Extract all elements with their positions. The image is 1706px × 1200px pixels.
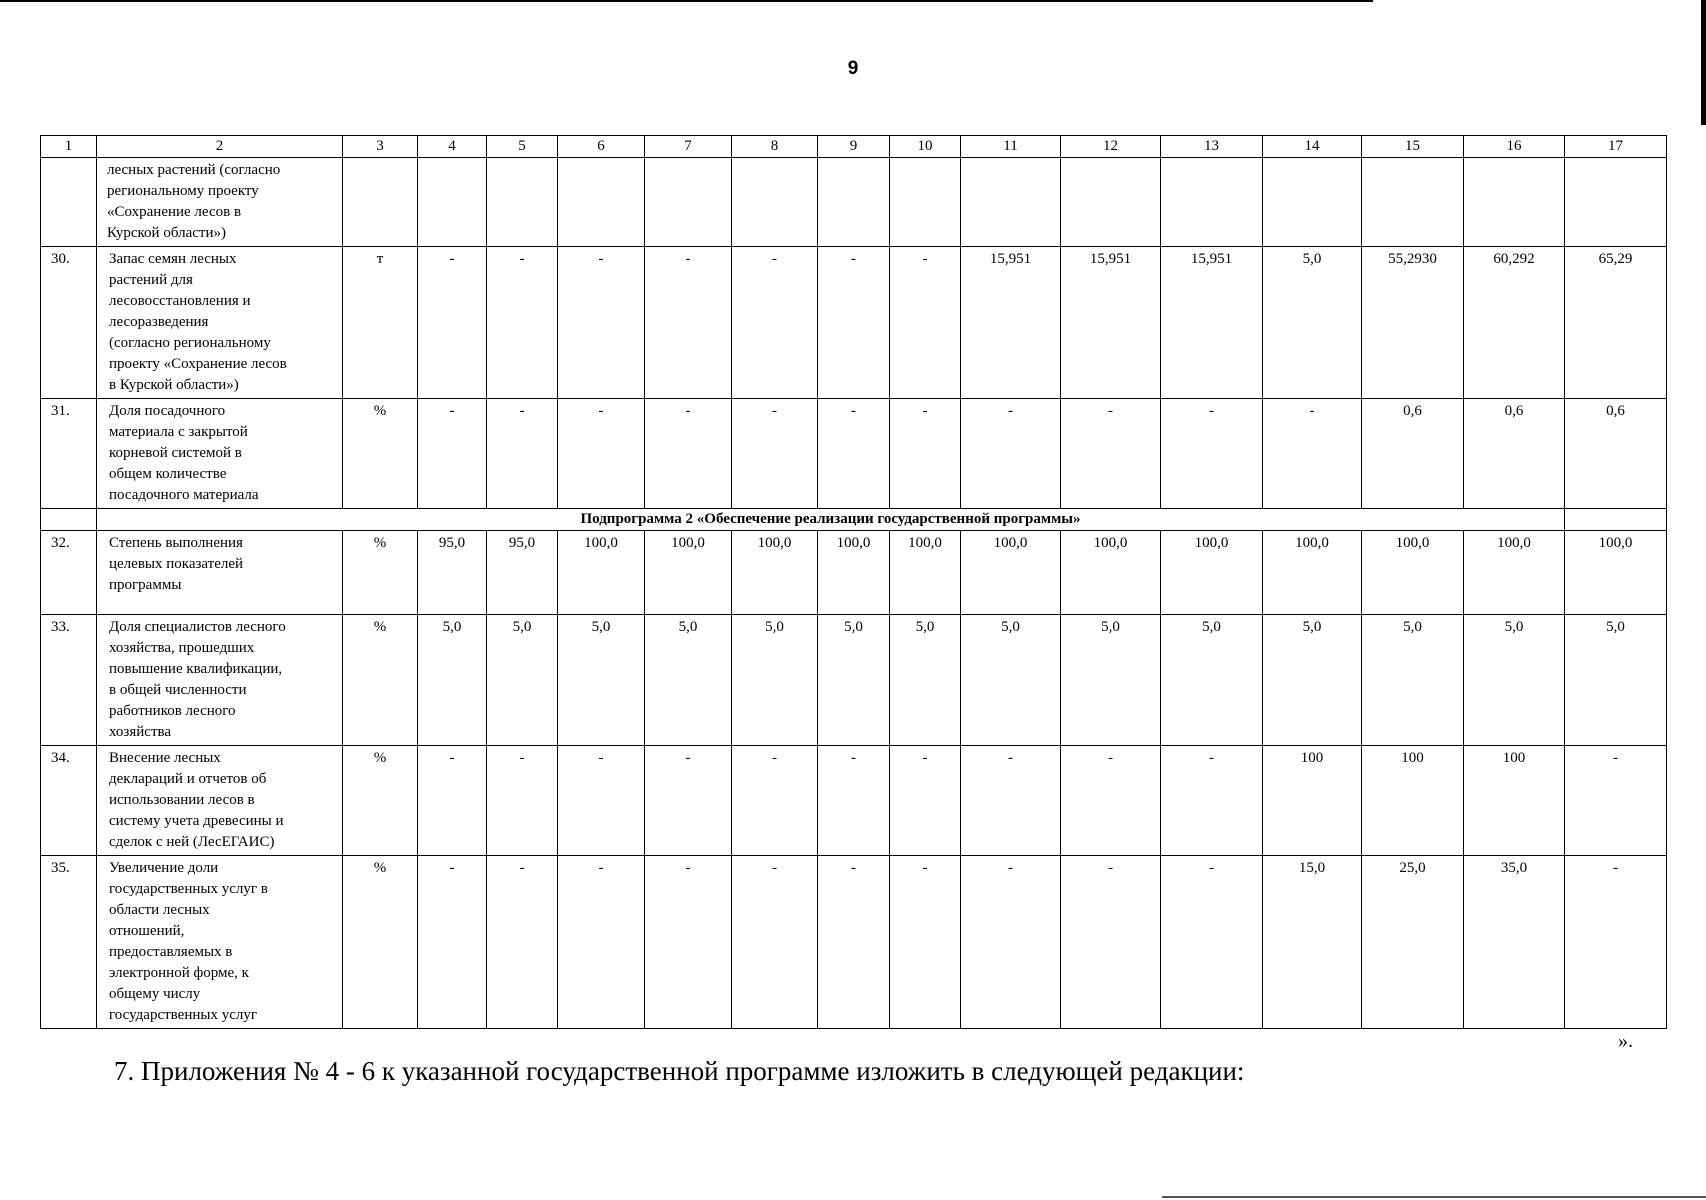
- indicator-name-line: общем количестве: [109, 466, 227, 482]
- value-cell: 95,0: [487, 531, 558, 615]
- indicator-name-line: Доля специалистов лесного: [109, 619, 286, 635]
- value-cell: [890, 158, 961, 247]
- value-cell: 5,0: [732, 615, 818, 746]
- value-cell: -: [732, 399, 818, 509]
- row-number: 35.: [41, 856, 97, 1029]
- value-cell: 100,0: [1362, 531, 1464, 615]
- value-cell: 5,0: [1565, 615, 1667, 746]
- value-cell: 0,6: [1362, 399, 1464, 509]
- unit-cell: %: [343, 531, 418, 615]
- value-cell: 100,0: [961, 531, 1061, 615]
- indicator-name-line: предоставляемых в: [109, 944, 233, 960]
- value-cell: [1565, 158, 1667, 247]
- indicator-name-line: Степень выполнения: [109, 535, 243, 551]
- value-cell: -: [558, 746, 645, 856]
- value-cell: 5,0: [1362, 615, 1464, 746]
- row-number: 30.: [41, 247, 97, 399]
- table-row: [41, 746, 1667, 856]
- header-cell: 6: [558, 136, 645, 158]
- header-cell: 15: [1362, 136, 1464, 158]
- value-cell: 0,6: [1565, 399, 1667, 509]
- value-cell: -: [418, 399, 487, 509]
- table-row: [41, 399, 1667, 509]
- value-cell: [487, 158, 558, 247]
- value-cell: 100: [1362, 746, 1464, 856]
- indicator-name-line: программы: [109, 577, 182, 593]
- value-cell: -: [890, 856, 961, 1029]
- indicator-name-line: в общей численности: [109, 682, 247, 698]
- unit-cell: т: [343, 247, 418, 399]
- value-cell: 15,0: [1263, 856, 1362, 1029]
- value-cell: -: [818, 746, 890, 856]
- value-cell: -: [890, 399, 961, 509]
- subprogram-heading: Подпрограмма 2 «Обеспечение реализации государственной программы»: [97, 509, 1565, 531]
- header-cell: 3: [343, 136, 418, 158]
- value-cell: [961, 158, 1061, 247]
- indicator-name-line: целевых показателей: [109, 556, 244, 572]
- page-top-border: [0, 0, 1373, 2]
- indicator-name-line: отношений,: [109, 923, 185, 939]
- value-cell: 5,0: [1263, 615, 1362, 746]
- indicator-name-line: (согласно региональному: [109, 335, 271, 351]
- indicator-name: [97, 399, 343, 509]
- value-cell: 5,0: [645, 615, 732, 746]
- indicator-name-line: электронной форме, к: [109, 965, 249, 981]
- value-cell: -: [645, 399, 732, 509]
- value-cell: 5,0: [1464, 615, 1565, 746]
- value-cell: 5,0: [1263, 247, 1362, 399]
- page-number: 9: [847, 58, 859, 79]
- value-cell: -: [645, 247, 732, 399]
- value-cell: -: [818, 399, 890, 509]
- header-cell: 16: [1464, 136, 1565, 158]
- indicator-name: [97, 615, 343, 746]
- value-cell: -: [645, 746, 732, 856]
- header-cell: 12: [1061, 136, 1161, 158]
- value-cell: [1061, 158, 1161, 247]
- row-number: 33.: [41, 615, 97, 746]
- value-cell: 0,6: [1464, 399, 1565, 509]
- value-cell: 100,0: [1464, 531, 1565, 615]
- value-cell: -: [1565, 856, 1667, 1029]
- value-cell: -: [418, 746, 487, 856]
- indicator-name-line: государственных услуг в: [109, 881, 268, 897]
- value-cell: 15,951: [1061, 247, 1161, 399]
- value-cell: [732, 158, 818, 247]
- value-cell: 100,0: [1061, 531, 1161, 615]
- value-cell: -: [645, 856, 732, 1029]
- indicator-name-line: Запас семян лесных: [109, 251, 237, 267]
- row-number: 34.: [41, 746, 97, 856]
- value-cell: -: [1061, 399, 1161, 509]
- value-cell: [1161, 158, 1263, 247]
- value-cell: 25,0: [1362, 856, 1464, 1029]
- value-cell: [418, 158, 487, 247]
- header-cell: 1: [41, 136, 97, 158]
- value-cell: -: [732, 856, 818, 1029]
- header-cell: 2: [97, 136, 343, 158]
- value-cell: -: [1161, 746, 1263, 856]
- indicator-name-line: области лесных: [109, 902, 210, 918]
- indicator-name-line: в Курской области»): [109, 377, 239, 393]
- value-cell: 100,0: [1161, 531, 1263, 615]
- indicator-name-line: корневой системой в: [109, 445, 242, 461]
- value-cell: 5,0: [558, 615, 645, 746]
- value-cell: -: [558, 247, 645, 399]
- unit-cell: %: [343, 615, 418, 746]
- value-cell: 15,951: [961, 247, 1061, 399]
- value-cell: -: [487, 746, 558, 856]
- value-cell: [1362, 158, 1464, 247]
- indicator-name: [97, 746, 343, 856]
- value-cell: -: [1565, 746, 1667, 856]
- indicator-name-line: повышение квалификации,: [109, 661, 283, 677]
- indicator-name-line: использовании лесов в: [109, 792, 255, 808]
- indicator-name-line: проекту «Сохранение лесов: [109, 356, 287, 372]
- value-cell: 15,951: [1161, 247, 1263, 399]
- value-cell: [558, 158, 645, 247]
- value-cell: 5,0: [890, 615, 961, 746]
- value-cell: -: [961, 746, 1061, 856]
- unit-cell: %: [343, 746, 418, 856]
- value-cell: 100,0: [645, 531, 732, 615]
- indicator-name-line: государственных услуг: [109, 1007, 258, 1023]
- value-cell: -: [487, 399, 558, 509]
- table-row: [41, 531, 1667, 615]
- amendment-paragraph: 7. Приложения № 4 - 6 к указанной государственной программе изложить в следующей редакции:: [114, 1056, 1245, 1086]
- header-cell: 5: [487, 136, 558, 158]
- value-cell: 5,0: [818, 615, 890, 746]
- value-cell: -: [1161, 856, 1263, 1029]
- unit-cell: %: [343, 399, 418, 509]
- value-cell: -: [1161, 399, 1263, 509]
- indicator-name-line: общему числу: [109, 986, 201, 1002]
- value-cell: -: [558, 399, 645, 509]
- value-cell: -: [732, 247, 818, 399]
- value-cell: -: [818, 856, 890, 1029]
- indicator-name-line: лесоразведения: [109, 314, 209, 330]
- header-cell: 4: [418, 136, 487, 158]
- header-cell: 7: [645, 136, 732, 158]
- value-cell: -: [890, 746, 961, 856]
- unit-cell: [343, 158, 418, 247]
- table-header-row: [41, 136, 1667, 158]
- value-cell: 5,0: [418, 615, 487, 746]
- value-cell: [645, 158, 732, 247]
- value-cell: -: [1061, 746, 1161, 856]
- value-cell: -: [890, 247, 961, 399]
- value-cell: -: [558, 856, 645, 1029]
- value-cell: 100: [1263, 746, 1362, 856]
- value-cell: 100,0: [818, 531, 890, 615]
- header-cell: 17: [1565, 136, 1667, 158]
- value-cell: -: [487, 856, 558, 1029]
- row-number: 32.: [41, 531, 97, 615]
- value-cell: 5,0: [1061, 615, 1161, 746]
- value-cell: [1464, 158, 1565, 247]
- indicator-name-line: лесовосстановления и: [109, 293, 251, 309]
- indicator-name-line: деклараций и отчетов об: [109, 771, 267, 787]
- value-cell: 100,0: [890, 531, 961, 615]
- indicator-name-line: Курской области»): [107, 225, 226, 241]
- value-cell: 100,0: [558, 531, 645, 615]
- indicator-name: [97, 856, 343, 1029]
- indicator-name-line: хозяйства, прошедших: [109, 640, 255, 656]
- empty-cell: [41, 509, 97, 531]
- value-cell: 35,0: [1464, 856, 1565, 1029]
- indicator-name-line: «Сохранение лесов в: [107, 204, 242, 220]
- value-cell: -: [418, 247, 487, 399]
- value-cell: -: [1061, 856, 1161, 1029]
- indicator-name: [97, 158, 343, 247]
- value-cell: 55,2930: [1362, 247, 1464, 399]
- value-cell: 95,0: [418, 531, 487, 615]
- value-cell: -: [732, 746, 818, 856]
- header-cell: 13: [1161, 136, 1263, 158]
- table-row: [41, 856, 1667, 1029]
- unit-cell: %: [343, 856, 418, 1029]
- value-cell: [1263, 158, 1362, 247]
- row-number: [41, 158, 97, 247]
- header-cell: 10: [890, 136, 961, 158]
- closing-quote: ».: [1618, 1030, 1633, 1052]
- indicator-name-line: посадочного материала: [109, 487, 259, 503]
- value-cell: 100,0: [1565, 531, 1667, 615]
- indicator-name: [97, 247, 343, 399]
- indicator-name-line: лесных растений (согласно: [107, 162, 281, 178]
- value-cell: 5,0: [961, 615, 1061, 746]
- value-cell: 5,0: [487, 615, 558, 746]
- value-cell: -: [961, 399, 1061, 509]
- indicator-name-line: региональному проекту: [107, 183, 259, 199]
- indicator-name-line: систему учета древесины и: [109, 813, 284, 829]
- header-cell: 8: [732, 136, 818, 158]
- indicator-name-line: Доля посадочного: [109, 403, 226, 419]
- indicator-name-line: материала с закрытой: [109, 424, 248, 440]
- row-number: 31.: [41, 399, 97, 509]
- value-cell: 100,0: [1263, 531, 1362, 615]
- indicator-name-line: работников лесного: [109, 703, 236, 719]
- value-cell: -: [961, 856, 1061, 1029]
- value-cell: 100,0: [732, 531, 818, 615]
- indicator-name-line: сделок с ней (ЛесЕГАИС): [109, 834, 275, 850]
- header-cell: 14: [1263, 136, 1362, 158]
- table-row: [41, 615, 1667, 746]
- value-cell: -: [818, 247, 890, 399]
- indicator-name: [97, 531, 343, 615]
- table-row: [41, 247, 1667, 399]
- value-cell: 65,29: [1565, 247, 1667, 399]
- empty-cell: [1565, 509, 1667, 531]
- subprogram-heading-row: [41, 509, 1667, 531]
- value-cell: -: [1263, 399, 1362, 509]
- table-row: [41, 158, 1667, 247]
- header-cell: 11: [961, 136, 1061, 158]
- indicator-name-line: хозяйства: [109, 724, 172, 740]
- indicator-name-line: растений для: [109, 272, 193, 288]
- indicator-name-line: Внесение лесных: [109, 750, 221, 766]
- value-cell: 60,292: [1464, 247, 1565, 399]
- value-cell: 5,0: [1161, 615, 1263, 746]
- header-cell: 9: [818, 136, 890, 158]
- value-cell: -: [418, 856, 487, 1029]
- indicators-table: [40, 135, 1667, 1029]
- value-cell: 100: [1464, 746, 1565, 856]
- indicator-name-line: Увеличение доли: [109, 860, 219, 876]
- page-bottom-border: [1162, 1196, 1706, 1198]
- value-cell: -: [487, 247, 558, 399]
- value-cell: [818, 158, 890, 247]
